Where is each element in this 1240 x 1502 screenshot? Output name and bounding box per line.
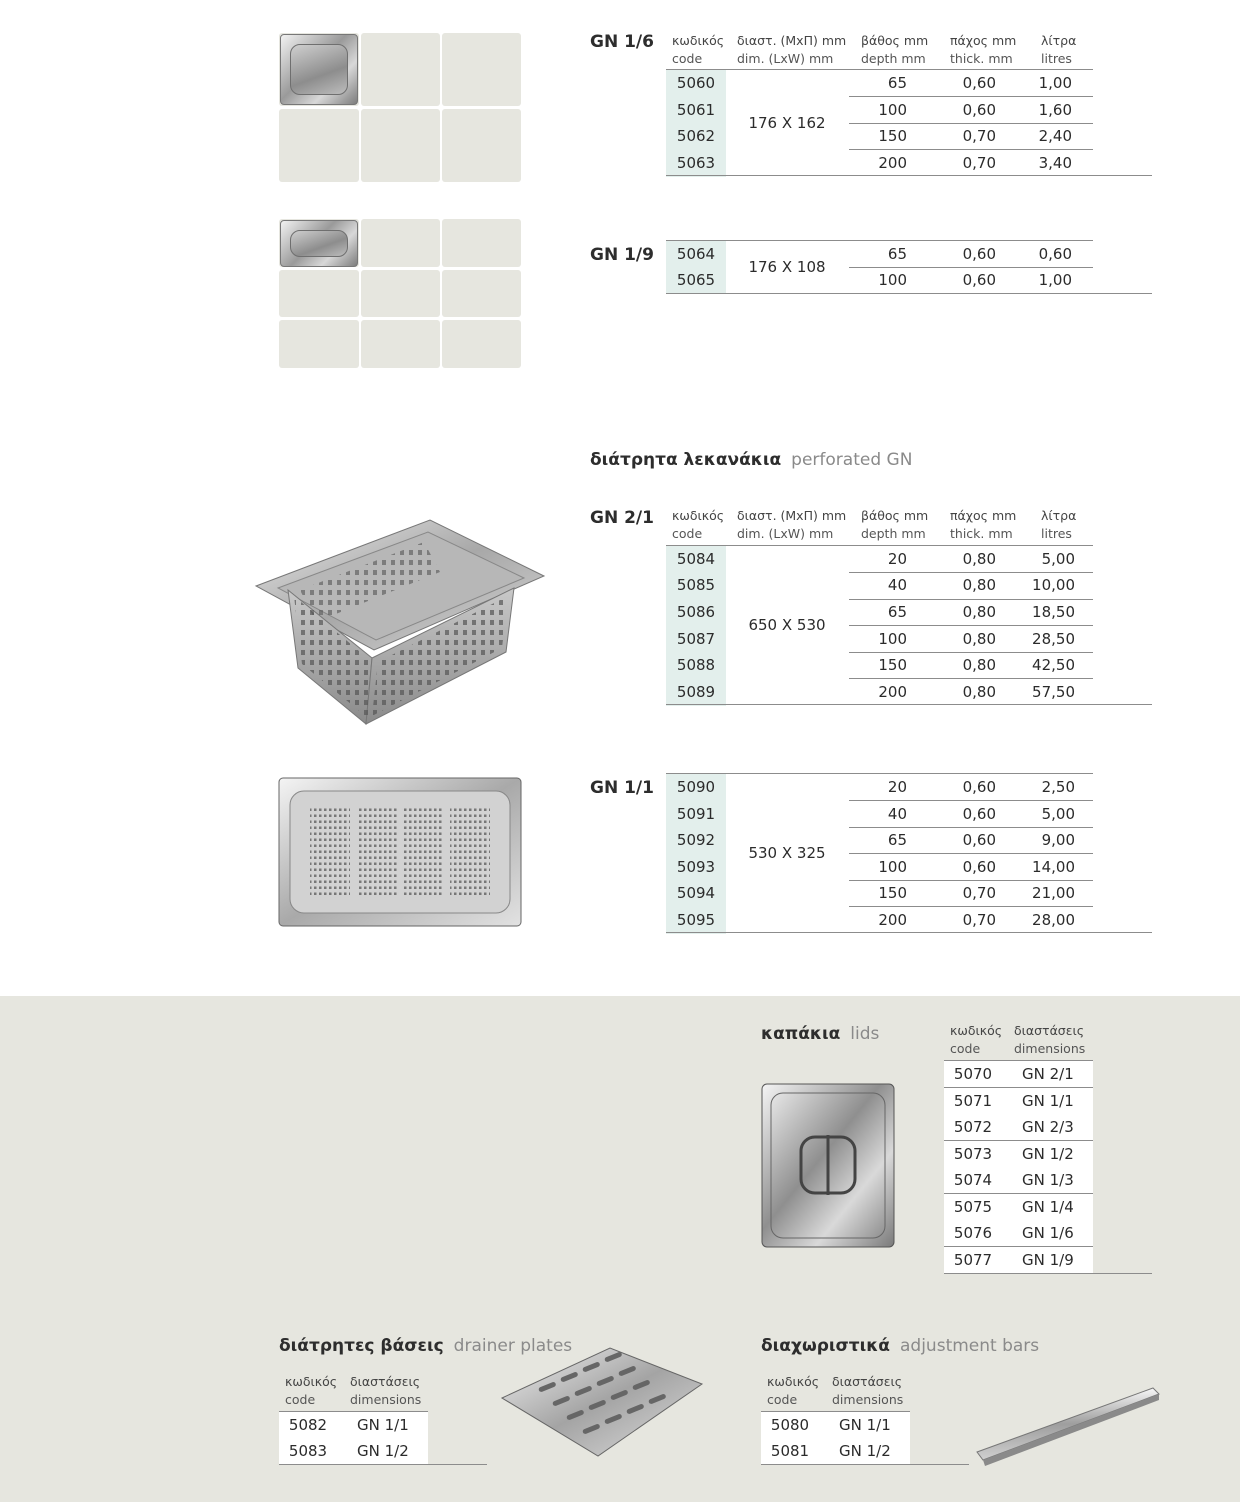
bars-table	[761, 1411, 969, 1466]
table-row: 5061 100 0,60 1,60	[666, 97, 1152, 124]
table-row: 5070 GN 2/1	[944, 1061, 1093, 1088]
gn19-dimension: 176 X 108	[748, 258, 826, 276]
lids-title: καπάκια lids	[761, 1024, 880, 1044]
table-row: 5072 GN 2/3	[944, 1114, 1093, 1141]
header-code: κωδικός code	[672, 508, 725, 541]
drainer-title: διάτρητες βάσεις drainer plates	[279, 1336, 573, 1356]
gn19-table	[666, 240, 1152, 295]
table-row: 5095 200 0,70 28,00	[666, 907, 1152, 934]
header-dim: διαστ. (ΜxΠ) mm dim. (LxW) mm	[737, 33, 847, 66]
table-row: 5083 GN 1/2	[279, 1438, 428, 1465]
gn16-label: GN 1/6	[590, 32, 654, 52]
bars-title: διαχωριστικά adjustment bars	[761, 1336, 1040, 1356]
header-litres: λίτρα litres	[1041, 508, 1077, 541]
drainer-header-dims: διαστάσεις dimensions	[350, 1374, 422, 1407]
lids-table	[944, 1060, 1152, 1274]
header-code: κωδικός code	[672, 33, 725, 66]
header-dim: διαστ. (ΜxΠ) mm dim. (LxW) mm	[737, 508, 847, 541]
table-row: 5087 100 0,80 28,50	[666, 626, 1152, 653]
table-row: 5090 20 0,60 2,50	[666, 774, 1152, 801]
drainer-header-code: κωδικός code	[285, 1374, 338, 1407]
adjustment-bar-image	[975, 1386, 1161, 1468]
gn21-label: GN 2/1	[590, 508, 654, 528]
perforated-gn21-image	[254, 518, 546, 730]
table-row: 5089 200 0,80 57,50	[666, 679, 1152, 706]
table-row: 5063 200 0,70 3,40	[666, 150, 1152, 177]
gn19-grid-icon	[279, 219, 522, 368]
table-row: 5085 40 0,80 10,00	[666, 572, 1152, 599]
gn11-label: GN 1/1	[590, 778, 654, 798]
gn11-dimension: 530 X 325	[748, 844, 826, 862]
gn19-label: GN 1/9	[590, 245, 654, 265]
table-row: 5093 100 0,60 14,00	[666, 854, 1152, 881]
table-row: 5073 GN 1/2	[944, 1141, 1093, 1168]
table-row: 5081 GN 1/2	[761, 1438, 910, 1465]
table-row: 5094 150 0,70 21,00	[666, 880, 1152, 907]
table-row: 5075 GN 1/4	[944, 1194, 1093, 1221]
table-row: 5080 GN 1/1	[761, 1412, 910, 1439]
lids-header-dims: διαστάσεις dimensions	[1014, 1023, 1086, 1056]
perforated-title: διάτρητα λεκανάκια perforated GN	[590, 450, 913, 470]
gn21-dimension: 650 X 530	[748, 616, 826, 634]
gn19-pan-image	[280, 220, 358, 267]
table-row: 5065 100 0,60 1,00	[666, 267, 1152, 294]
table-row: 5091 40 0,60 5,00	[666, 801, 1152, 828]
drainer-table	[279, 1411, 487, 1466]
lid-image	[761, 1083, 895, 1248]
header-thick: πάχος mm thick. mm	[950, 508, 1017, 541]
gn21-table	[666, 545, 1152, 706]
table-row: 5076 GN 1/6	[944, 1220, 1093, 1247]
table-row: 5071 GN 1/1	[944, 1088, 1093, 1115]
table-row: 5092 65 0,60 9,00	[666, 827, 1152, 854]
header-litres: λίτρα litres	[1041, 33, 1077, 66]
table-row: 5060 65 0,60 1,00	[666, 70, 1152, 97]
gn16-grid-icon	[279, 33, 522, 182]
header-depth: βάθος mm depth mm	[861, 508, 929, 541]
bars-header-dims: διαστάσεις dimensions	[832, 1374, 904, 1407]
table-row: 5084 20 0,80 5,00	[666, 546, 1152, 573]
bars-header-code: κωδικός code	[767, 1374, 820, 1407]
table-row: 5062 150 0,70 2,40	[666, 123, 1152, 150]
gn16-pan-image	[280, 34, 358, 105]
table-row: 5086 65 0,80 18,50	[666, 599, 1152, 626]
header-depth: βάθος mm depth mm	[861, 33, 929, 66]
table-row: 5077 GN 1/9	[944, 1247, 1093, 1274]
perforated-gn11-image	[278, 777, 522, 927]
table-row: 5064 65 0,60 0,60	[666, 241, 1152, 268]
lids-header-code: κωδικός code	[950, 1023, 1003, 1056]
gn16-dimension: 176 X 162	[748, 114, 826, 132]
table-row: 5088 150 0,80 42,50	[666, 652, 1152, 679]
header-thick: πάχος mm thick. mm	[950, 33, 1017, 66]
drainer-plate-image	[498, 1344, 706, 1460]
table-row: 5082 GN 1/1	[279, 1412, 428, 1439]
gn11-table	[666, 773, 1152, 934]
gn16-table	[666, 69, 1152, 176]
table-row: 5074 GN 1/3	[944, 1167, 1093, 1194]
